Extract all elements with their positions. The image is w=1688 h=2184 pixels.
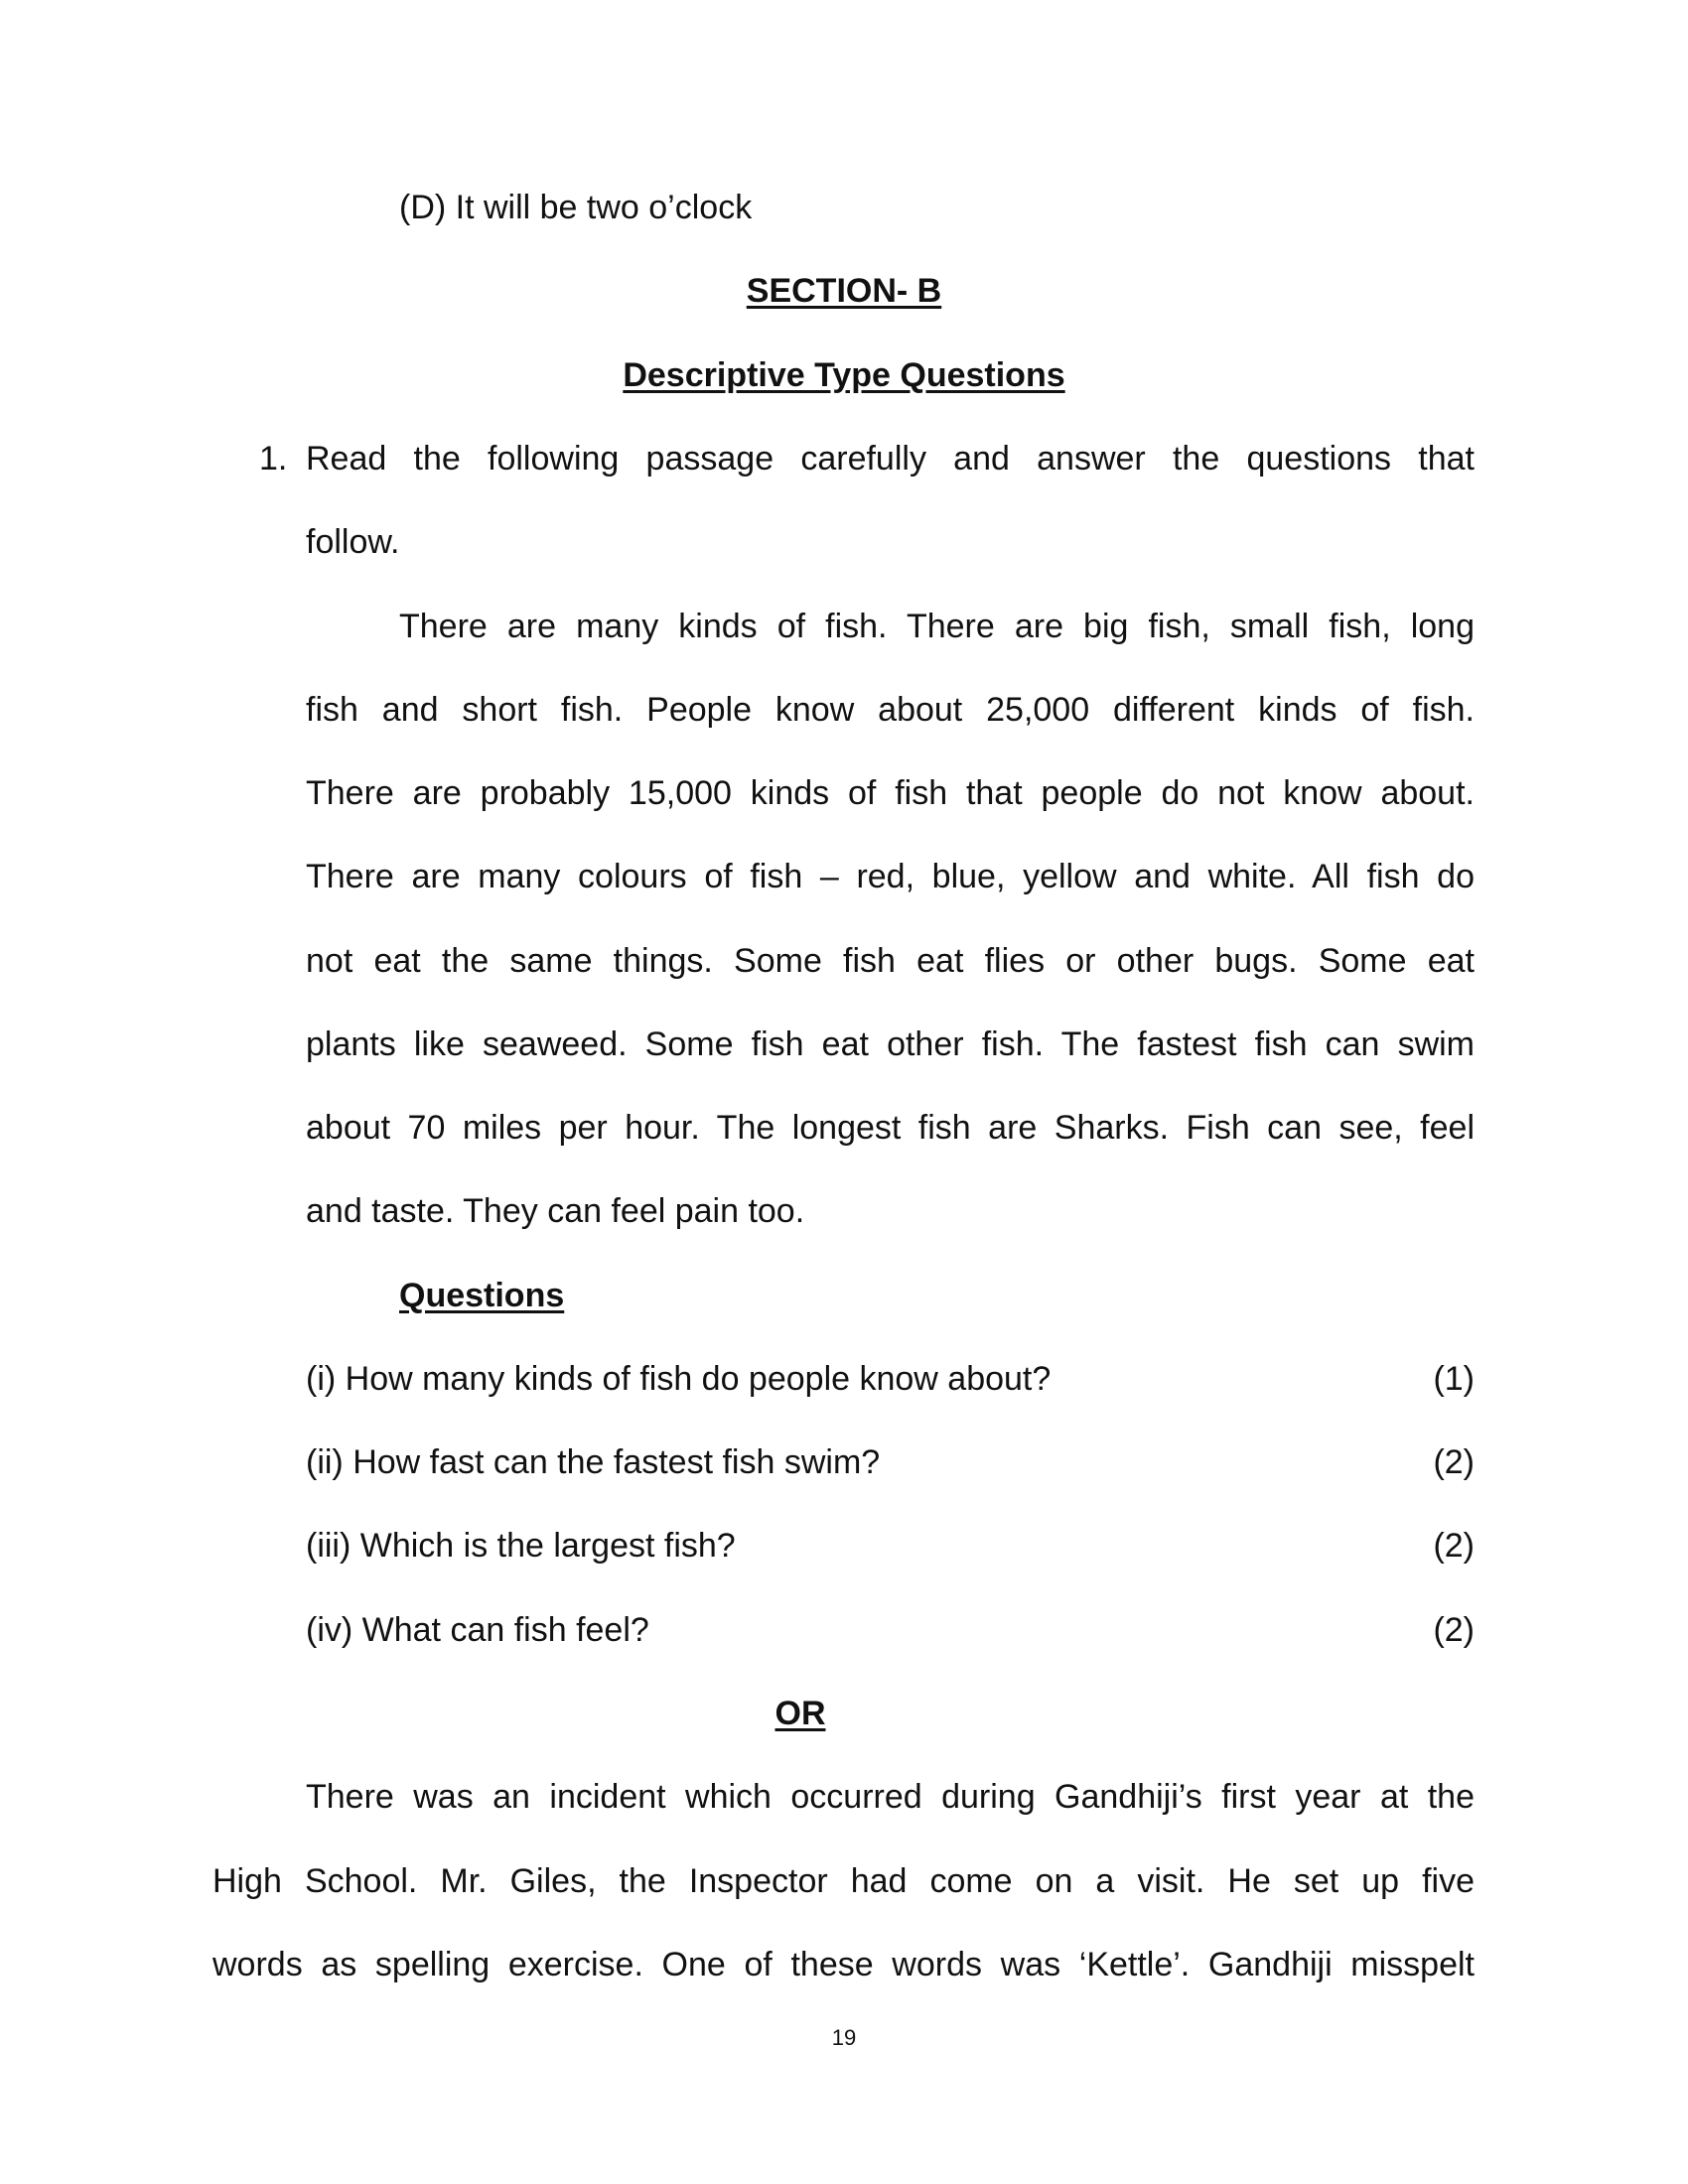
- section-subheading: [0, 334, 1688, 417]
- sub-question: [306, 1504, 1475, 1587]
- passage-line: about 70 miles per hour. The longest fish are Sharks. Fish can see, feel: [306, 1109, 1475, 1147]
- instruction-line: follow.: [306, 523, 400, 561]
- alt-passage-line: High School. Mr. Giles, the Inspector had come on a visit. He set up five: [212, 1862, 1475, 1900]
- alt-passage-line: There was an incident which occurred during Gandhiji’s first year at the: [306, 1778, 1475, 1816]
- sub-question-marks: (1): [1433, 1360, 1475, 1398]
- sub-question-text: (iv) What can fish feel?: [306, 1611, 649, 1649]
- sub-question-text: (ii) How fast can the fastest fish swim?: [306, 1443, 881, 1481]
- questions-heading: Questions: [399, 1277, 565, 1314]
- sub-question: [306, 1337, 1475, 1421]
- section-heading-text: SECTION- B: [746, 272, 942, 310]
- passage-line: There are many colours of fish – red, blue, yellow and white. All fish do: [306, 858, 1475, 895]
- sub-question-marks: (2): [1433, 1443, 1475, 1481]
- or-label: [701, 1672, 900, 1755]
- passage-line: and taste. They can feel pain too.: [306, 1192, 805, 1230]
- passage-line: not eat the same things. Some fish eat flies or other bugs. Some eat: [306, 942, 1475, 980]
- sub-question: [306, 1588, 1475, 1672]
- passage-line: There are probably 15,000 kinds of fish that people do not know about.: [306, 774, 1475, 812]
- question-number: 1.: [259, 440, 288, 478]
- or-label-text: OR: [774, 1695, 826, 1732]
- passage-line: There are many kinds of fish. There are big fish, small fish, long: [399, 608, 1475, 645]
- instruction-line: Read the following passage carefully and answer the questions that: [306, 440, 1475, 478]
- page-number: 19: [831, 2025, 857, 2050]
- passage-line: fish and short fish. People know about 25,000 different kinds of fish.: [306, 691, 1475, 729]
- sub-question-marks: (2): [1433, 1611, 1475, 1649]
- previous-option-d: (D) It will be two o’clock: [399, 189, 753, 226]
- alt-passage-line: words as spelling exercise. One of these words was ‘Kettle’. Gandhiji misspelt: [212, 1946, 1475, 1983]
- section-heading: [0, 249, 1688, 333]
- sub-question: [306, 1421, 1475, 1504]
- sub-question-text: (i) How many kinds of fish do people know about?: [306, 1360, 1052, 1398]
- passage-line: plants like seaweed. Some fish eat other fish. The fastest fish can swim: [306, 1025, 1475, 1063]
- section-subheading-text: Descriptive Type Questions: [623, 356, 1065, 394]
- sub-question-marks: (2): [1433, 1527, 1475, 1565]
- sub-question-text: (iii) Which is the largest fish?: [306, 1527, 736, 1565]
